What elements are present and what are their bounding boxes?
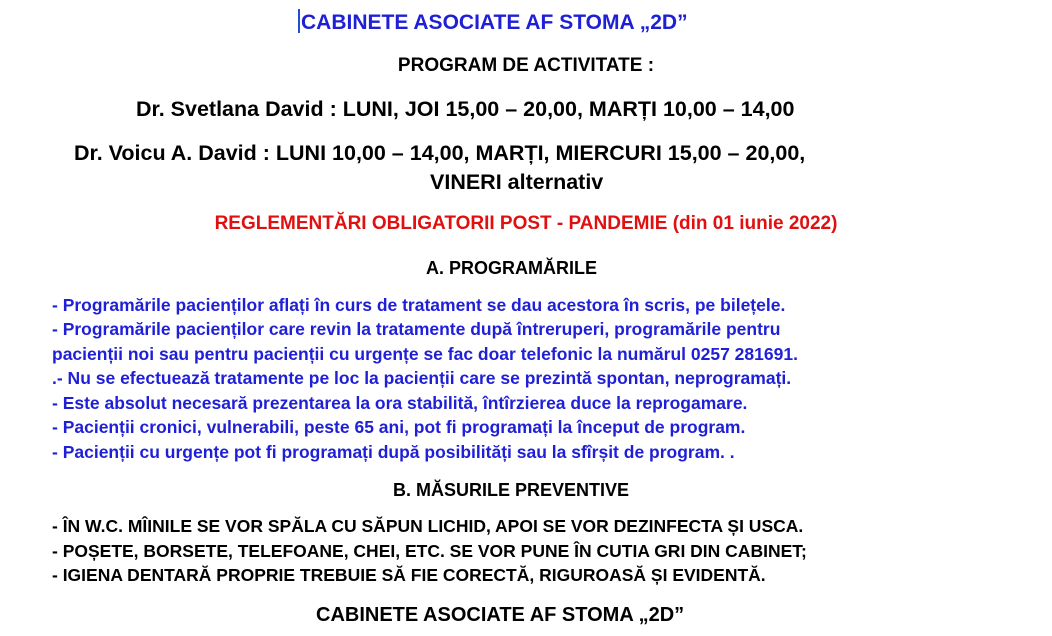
schedule-svetlana: Dr. Svetlana David : LUNI, JOI 15,00 – 20,00, MARȚI 10,00 – 14,00	[136, 97, 795, 121]
schedule-voicu-cont: VINERI alternativ	[430, 170, 604, 194]
regulations-title-text: REGLEMENTĂRI OBLIGATORII POST - PANDEMIE	[214, 213, 668, 234]
regulations-date: (din 01 iunie 2022)	[672, 213, 838, 234]
program-heading: PROGRAM DE ACTIVITATE :	[397, 55, 655, 76]
header-title	[298, 9, 688, 35]
footer-title: CABINETE ASOCIATE AF STOMA „2D”	[316, 604, 685, 626]
section-a-line: - Pacienții cronici, vulnerabili, peste 65 ani, pot fi programați la început de program.	[52, 417, 746, 437]
section-a-line: - Programările pacienților aflați în curs de tratament se dau acestora în scris, pe bilețele.	[52, 295, 786, 315]
regulations-title	[0, 213, 1052, 235]
section-a-line: .- Nu se efectuează tratamente pe loc la pacienții care se prezintă spontan, neprogramați.	[52, 368, 792, 388]
header-title-text: CABINETE ASOCIATE AF STOMA „2D”	[301, 11, 688, 34]
section-a-line: - Programările pacienților care revin la tratamente după întreruperi, programările pentru	[52, 319, 781, 339]
section-b-line: - IGIENA DENTARĂ PROPRIE TREBUIE SĂ FIE CORECTĂ, RIGUROASĂ ȘI EVIDENTĂ.	[52, 565, 766, 585]
section-a-line: pacienții noi sau pentru pacienții cu urgențe se fac doar telefonic la numărul 0257 281691.	[52, 344, 798, 364]
section-a-line: - Pacienții cu urgențe pot fi programați după posibilități sau la sfîrșit de program. .	[52, 442, 735, 462]
section-b-line: - POȘETE, BORSETE, TELEFOANE, CHEI, ETC. SE VOR PUNE ÎN CUTIA GRI DIN CABINET;	[52, 541, 807, 561]
schedule-voicu: Dr. Voicu A. David : LUNI 10,00 – 14,00, MARȚI, MIERCURI 15,00 – 20,00,	[74, 141, 806, 165]
section-a-line: - Este absolut necesară prezentarea la ora stabilită, întîrzierea duce la reprogamare.	[52, 393, 748, 413]
section-a-heading: A. PROGRAMĂRILE	[426, 258, 597, 278]
section-b-heading: B. MĂSURILE PREVENTIVE	[393, 480, 630, 500]
section-b-line: - ÎN W.C. MÎINILE SE VOR SPĂLA CU SĂPUN LICHID, APOI SE VOR DEZINFECTA ȘI USCA.	[52, 516, 804, 536]
text-cursor	[298, 9, 300, 33]
